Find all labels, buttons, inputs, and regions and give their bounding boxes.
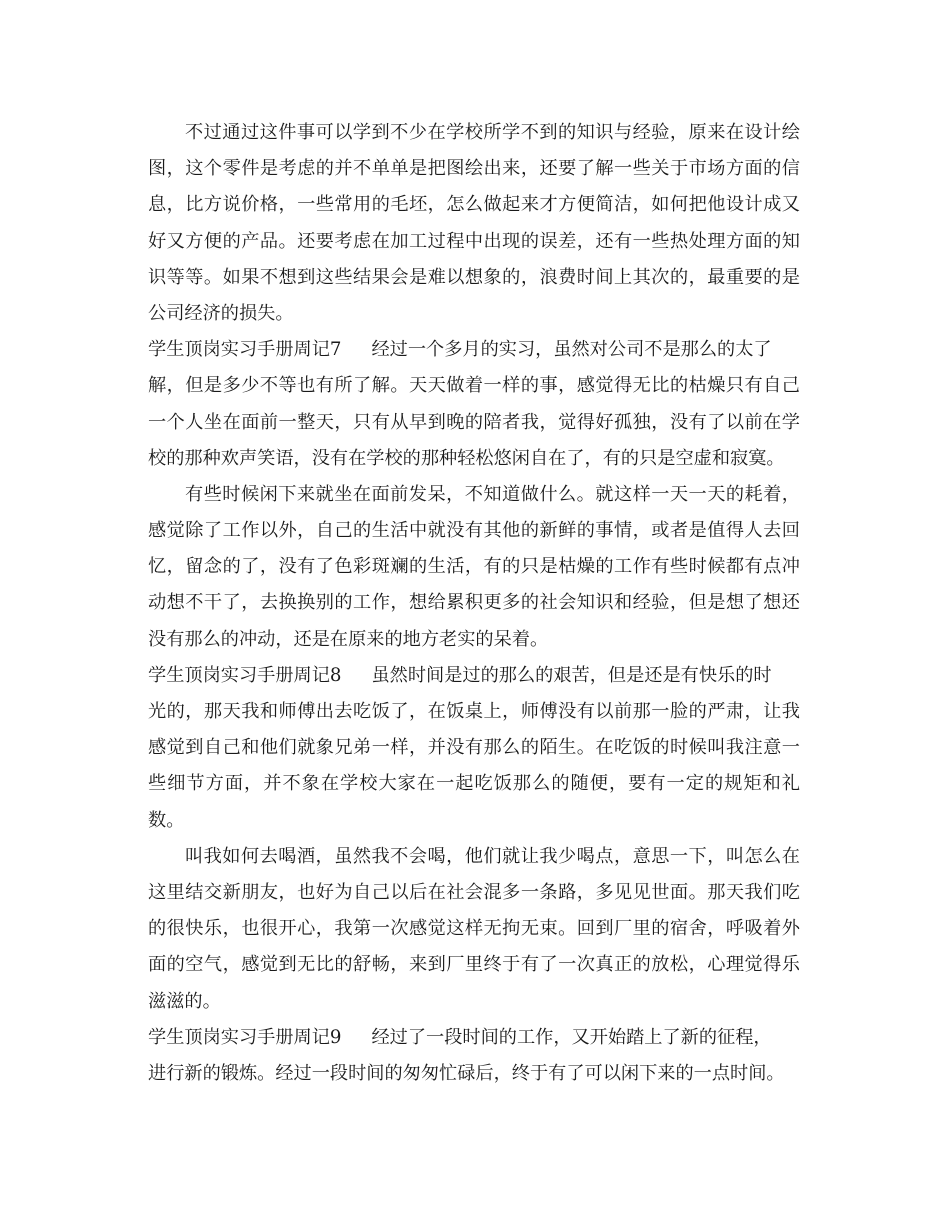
text-line: 识等等。如果不想到这些结果会是难以想象的，浪费时间上其次的，最重要的是 [148, 266, 800, 288]
weekly-entry [148, 332, 800, 477]
entry-text: 经过一个多月的实习，虽然对公司不是那么的太了 [371, 339, 772, 361]
text-line: 的很快乐，也很开心，我第一次感觉这样无拘无束。回到厂里的宿舍，呼吸着外 [148, 918, 800, 940]
text-line: 感觉到自己和他们就象兄弟一样，并没有那么的陌生。在吃饭的时候叫我注意一 [148, 737, 800, 759]
paragraph [148, 839, 800, 1020]
text-line: 公司经济的损失。 [148, 302, 294, 324]
entry-heading: 学生顶岗实习手册周记8 [148, 664, 342, 686]
entry-first-line [148, 1020, 800, 1056]
text-line: 好又方便的产品。还要考虑在加工过程中出现的误差，还有一些热处理方面的知 [148, 230, 800, 252]
text-line: 动想不干了，去换换别的工作，想给累积更多的社会知识和经验，但是想了想还 [148, 592, 800, 614]
text-line: 这里结交新朋友，也好为自己以后在社会混多一条路，多见见世面。那天我们吃 [148, 881, 800, 903]
text-line: 进行新的锻炼。经过一段时间的匆匆忙碌后，终于有了可以闲下来的一点时间。 [148, 1062, 785, 1084]
text-line: 感觉除了工作以外，自己的生活中就没有其他的新鲜的事情，或者是值得人去回 [148, 520, 800, 542]
paragraph [148, 477, 800, 658]
entry-text: 虽然时间是过的那么的艰苦，但是还是有快乐的时 [371, 664, 772, 686]
entry-first-line [148, 332, 800, 368]
weekly-entry [148, 1020, 800, 1092]
document-page [148, 115, 800, 1092]
text-line: 有些时候闲下来就坐在面前发呆，不知道做什么。就这样一天一天的耗着， [185, 483, 800, 505]
text-line: 光的，那天我和师傅出去吃饭了，在饭桌上，师傅没有以前那一脸的严肃，让我 [148, 701, 800, 722]
text-line: 忆，留念的了，没有了色彩斑斓的生活，有的只是枯燥的工作有些时候都有点冲 [148, 556, 800, 578]
text-line: 校的那种欢声笑语，没有在学校的那种轻松悠闲自在了，有的只是空虚和寂寞。 [148, 447, 785, 469]
text-line: 息，比方说价格，一些常用的毛坯，怎么做起来才方便简洁，如何把他设计成又 [148, 194, 800, 216]
text-line: 不过通过这件事可以学到不少在学校所学不到的知识与经验，原来在设计绘 [185, 122, 800, 143]
entry-heading: 学生顶岗实习手册周记7 [148, 339, 342, 361]
text-line: 数。 [148, 809, 185, 831]
entry-heading: 学生顶岗实习手册周记9 [148, 1026, 342, 1048]
text-line: 解，但是多少不等也有所了解。天天做着一样的事，感觉得无比的枯燥只有自己 [148, 375, 800, 397]
text-line: 滋滋的。 [148, 990, 221, 1012]
entry-text: 经过了一段时间的工作，又开始踏上了新的征程， [371, 1026, 772, 1048]
paragraph [148, 115, 800, 332]
text-line: 没有那么的冲动，还是在原来的地方老实的呆着。 [148, 628, 549, 650]
entry-first-line [148, 658, 800, 694]
text-line: 一个人坐在面前一整天，只有从早到晚的陪者我，觉得好孤独，没有了以前在学 [148, 411, 800, 433]
text-line: 些细节方面，并不象在学校大家在一起吃饭那么的随便，要有一定的规矩和礼 [148, 773, 800, 795]
weekly-entry [148, 658, 800, 839]
text-line: 图，这个零件是考虑的并不单单是把图绘出来，还要了解一些关于市场方面的信 [148, 158, 800, 180]
text-line: 叫我如何去喝酒，虽然我不会喝，他们就让我少喝点，意思一下，叫怎么在 [185, 845, 800, 867]
text-line: 面的空气，感觉到无比的舒畅，来到厂里终于有了一次真正的放松，心理觉得乐 [148, 954, 800, 976]
